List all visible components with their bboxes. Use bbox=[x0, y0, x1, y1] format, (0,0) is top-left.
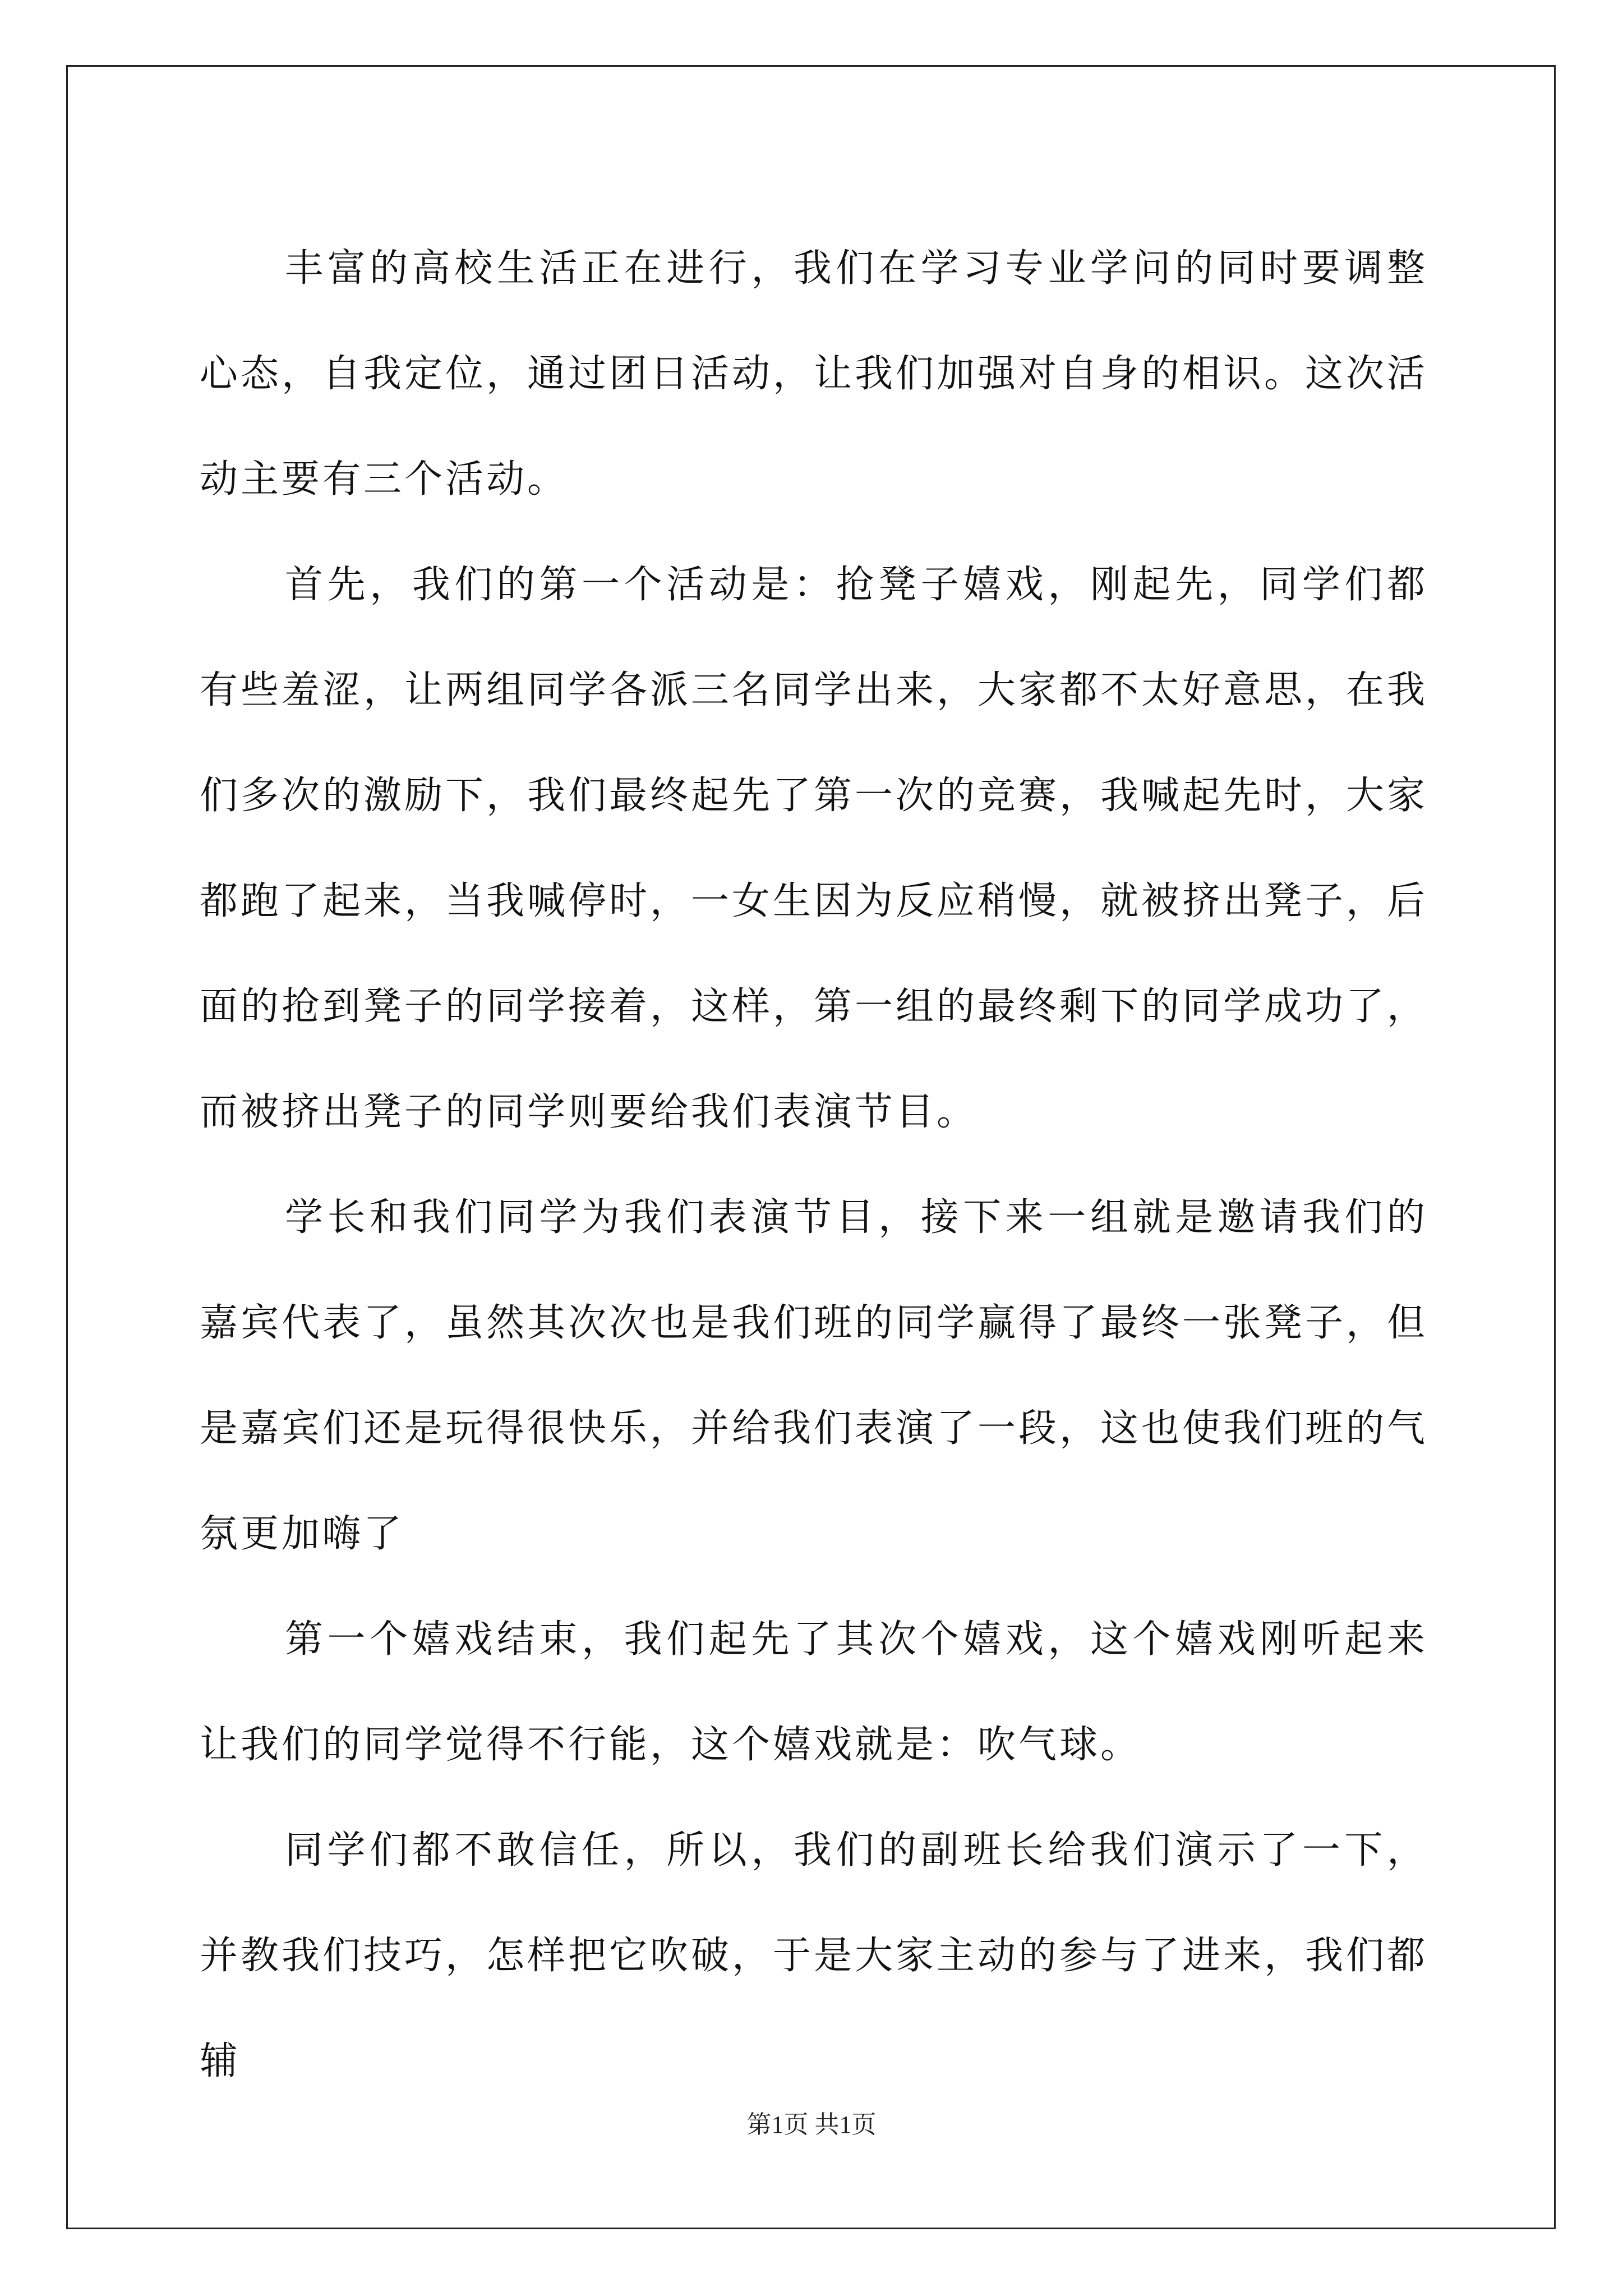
paragraph-5: 同学们都不敢信任，所以，我们的副班长给我们演示了一下，并教我们技巧，怎样把它吹破，于是大家主动的参与了进来，我们都辅 bbox=[200, 1828, 1428, 2083]
page-footer: 第1页 共1页 bbox=[746, 2111, 877, 2138]
paragraph-1: 丰富的高校生活正在进行，我们在学习专业学问的同时要调整心态，自我定位，通过团日活动，让我们加强对自身的相识。这次活动主要有三个活动。 bbox=[200, 246, 1428, 501]
paragraph-2: 首先，我们的第一个活动是：抢凳子嬉戏，刚起先，同学们都有些羞涩，让两组同学各派三名同学出来，大家都不太好意思，在我们多次的激励下，我们最终起先了第一次的竞赛，我喊起先时，大家都跑了起来，当我喊停时，一女生因为反应稍慢，就被挤出凳子，后面的抢到凳子的同学接着，这样，第一组的最终剩下的同学成功了，而被挤出凳子的同学则要给我们表演节目。 bbox=[200, 563, 1428, 1134]
document-body bbox=[200, 216, 1428, 2114]
paragraph-4: 第一个嬉戏结束，我们起先了其次个嬉戏，这个嬉戏刚听起来让我们的同学觉得不行能，这个嬉戏就是：吹气球。 bbox=[200, 1617, 1428, 1767]
paragraph-3: 学长和我们同学为我们表演节目，接下来一组就是邀请我们的嘉宾代表了，虽然其次次也是我们班的同学赢得了最终一张凳子，但是嘉宾们还是玩得很快乐，并给我们表演了一段，这也使我们班的气氛更加嗨了 bbox=[200, 1195, 1428, 1556]
